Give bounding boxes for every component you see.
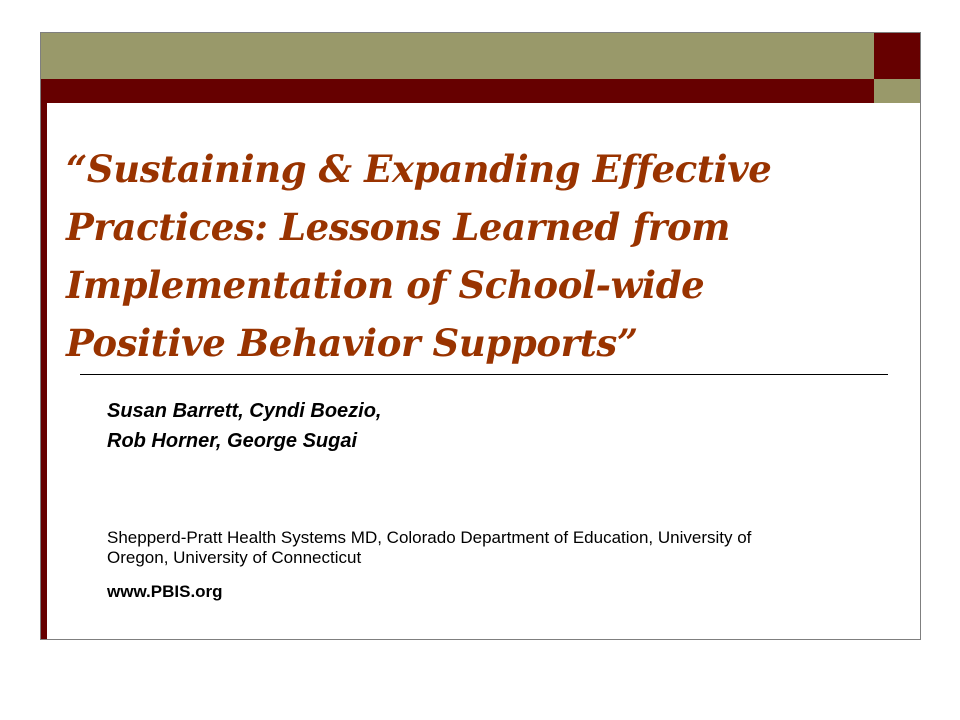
title-divider bbox=[80, 374, 888, 375]
website-link[interactable]: www.PBIS.org bbox=[107, 582, 223, 601]
slide-title: “Sustaining & Expanding Effective Practices: Lessons Learned from Implementation of School-wide Positive Behavior Supports” bbox=[66, 147, 772, 365]
corner-maroon-square bbox=[874, 33, 920, 79]
header-olive-band bbox=[41, 33, 874, 79]
authors-line-2: Rob Horner, George Sugai bbox=[107, 430, 358, 452]
author-list bbox=[107, 396, 382, 456]
affiliations-text: Shepperd-Pratt Health Systems MD, Colorado Department of Education, University of Oregon, University of Connecticut bbox=[107, 528, 752, 567]
corner-olive-square bbox=[874, 79, 920, 103]
authors-line-1: Susan Barrett, Cyndi Boezio, bbox=[107, 400, 382, 422]
left-maroon-bar bbox=[41, 103, 47, 639]
header-maroon-band bbox=[41, 79, 874, 103]
